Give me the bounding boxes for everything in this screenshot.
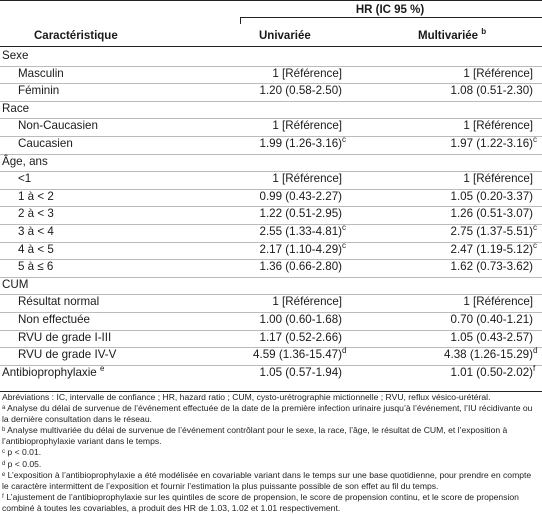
footnote: ᶠ L’ajustement de l’antibioprophylaxie sur les quintiles de score de propension, le score de propension continu, et le score de propension combiné à toutes les covariables, a produit des HR de 1.03, 1.02 et 1.01 respectivement.: [2, 491, 519, 513]
multivariate-value: 2.47 $(1.19-5.12)^c$: [450, 240, 537, 256]
multivariate-value: 0.70 (0.40-1.21): [450, 313, 533, 326]
table-row: [0, 189, 542, 207]
table-row: [0, 48, 542, 66]
table-row: [0, 118, 542, 136]
univariate-value: 1.17 (0.52-2.66): [259, 330, 342, 344]
univariate-value: 1.05 (0.57-1.94): [259, 365, 342, 379]
univariate-value: 1 [Référence]: [272, 172, 342, 186]
footnote: ᵈ p < 0.05.: [2, 458, 42, 469]
multivariate-value: 2.75 $(1.37-5.51)^c$: [450, 223, 537, 238]
multivariate-value: 1.05 (0.43-2.57): [450, 330, 533, 344]
table-row: [0, 101, 542, 119]
row-label: RVU de grade I-III: [18, 330, 112, 344]
row-label: Non effectuée: [18, 313, 90, 326]
multivariate-value: 1.05 (0.20-3.37): [450, 189, 533, 203]
row-label: 1 à < 2: [18, 189, 54, 203]
univariate-value: 1.20 (0.58-2.50): [259, 84, 342, 98]
row-label: RVU de grade IV-V: [18, 348, 117, 362]
multivariate-value: 1 [Référence]: [463, 119, 533, 133]
multivariate-value: 1 [Référence]: [463, 66, 533, 80]
footnote: ᵉ L’exposition à l’antibioprophylaxie a été modélisée en covariable variant dans le temps sur une base quotidienne, pour prendre en compte le caractère intermittent de l’exposition et fournir l’estimation la plus puissante possible de son effet au fil du temps.: [2, 469, 532, 491]
row-label: Sexe: [2, 49, 29, 62]
table-row: [0, 277, 542, 295]
multivariate-value: 1.62 (0.73-3.62): [450, 260, 533, 274]
top-rule: [0, 0, 542, 1]
univariate-value: 2.55 $(1.33-4.81)^c$: [259, 223, 346, 238]
univariate-value: 0.99 (0.43-2.27): [259, 189, 342, 203]
footnotes: [2, 392, 540, 514]
table-row: [0, 83, 542, 101]
table-row: [0, 259, 542, 277]
header-rule: [0, 46, 542, 47]
univariate-value: 1.99 $(1.26-3.16)^c$: [259, 135, 346, 150]
table-row: [0, 171, 542, 189]
table-row: [0, 312, 542, 330]
univariate-value: 1.00 (0.60-1.68): [259, 313, 342, 326]
univariate-value: 1.22 (0.51-2.95): [259, 207, 342, 221]
header-multivariate: Multivariée $^b$: [418, 27, 487, 42]
header-bracket: [240, 17, 542, 24]
row-label: Féminin: [18, 84, 60, 98]
row-label: Masculin: [18, 66, 64, 80]
row-label: 2 à < 3: [18, 207, 54, 221]
table-row: [0, 224, 542, 242]
row-label: Caucasien: [18, 137, 73, 150]
footnote: ᶜ p < 0.01.: [2, 447, 42, 458]
row-label: 4 à < 5: [18, 242, 54, 256]
table-row: [0, 154, 542, 172]
table-row: [0, 206, 542, 224]
row-label: 3 à < 4: [18, 225, 54, 238]
univariate-value: 1 [Référence]: [272, 295, 342, 309]
header-group-label: HR (IC 95 %): [355, 4, 425, 16]
multivariate-value: 1 [Référence]: [463, 295, 533, 309]
header-characteristic: Caractéristique: [34, 30, 118, 42]
row-label: Race: [2, 101, 30, 115]
multivariate-value: 1.08 (0.51-2.30): [450, 84, 533, 98]
table-row: [0, 242, 542, 260]
row-label: Âge, ans: [2, 154, 48, 168]
univariate-value: 1 [Référence]: [272, 119, 342, 133]
table-row: [0, 330, 542, 348]
footnote: ᵃ Analyse du délai de survenue de l’événement effectuée de la date de la première infection urinaire jusqu’à l’événement, l’IU récidivante ou la dernière consultation dans le réseau.: [2, 403, 533, 425]
univariate-value: 4.59 $(1.36-15.47)^d$: [253, 346, 347, 362]
footnote: Abréviations : IC, intervalle de confiance ; HR, hazard ratio ; CUM, cysto-urétrographie mictionnelle ; RVU, reflux vésico-urétéral.: [2, 392, 491, 402]
table-row: [0, 347, 542, 365]
table-row: [0, 294, 542, 312]
univariate-value: 1.36 (0.66-2.80): [259, 260, 342, 274]
row-label: Résultat normal: [18, 295, 100, 309]
multivariate-value: 1.01 $(0.50-2.02)^f$: [450, 363, 536, 379]
multivariate-value: 1 [Référence]: [463, 172, 533, 186]
row-label: Non-Caucasien: [18, 119, 98, 133]
row-label: Antibioprophylaxie $^e$: [2, 363, 105, 379]
table-row: [0, 365, 542, 383]
row-label: 5 à ≤ 6: [18, 260, 54, 274]
univariate-value: 2.17 $(1.10-4.29)^c$: [259, 240, 346, 256]
multivariate-value: 1.26 (0.51-3.07): [450, 207, 533, 221]
multivariate-value: 4.38 $(1.26-15.29)^d$: [444, 346, 538, 362]
multivariate-value: 1.97 $(1.22-3.16)^c$: [450, 135, 537, 150]
univariate-value: 1 [Référence]: [272, 66, 342, 80]
table-row: [0, 136, 542, 154]
table-row: [0, 66, 542, 84]
header-univariate: Univariée: [259, 30, 311, 42]
row-label: <1: [18, 172, 32, 186]
row-label: CUM: [2, 277, 29, 291]
footnote: ᵇ Analyse multivariée du délai de survenue de l’événement contrôlant pour le sexe, la race, l’âge, le résultat de CUM, et l’exposition à l’antibioprophylaxie variant dans le temps.: [2, 425, 508, 447]
